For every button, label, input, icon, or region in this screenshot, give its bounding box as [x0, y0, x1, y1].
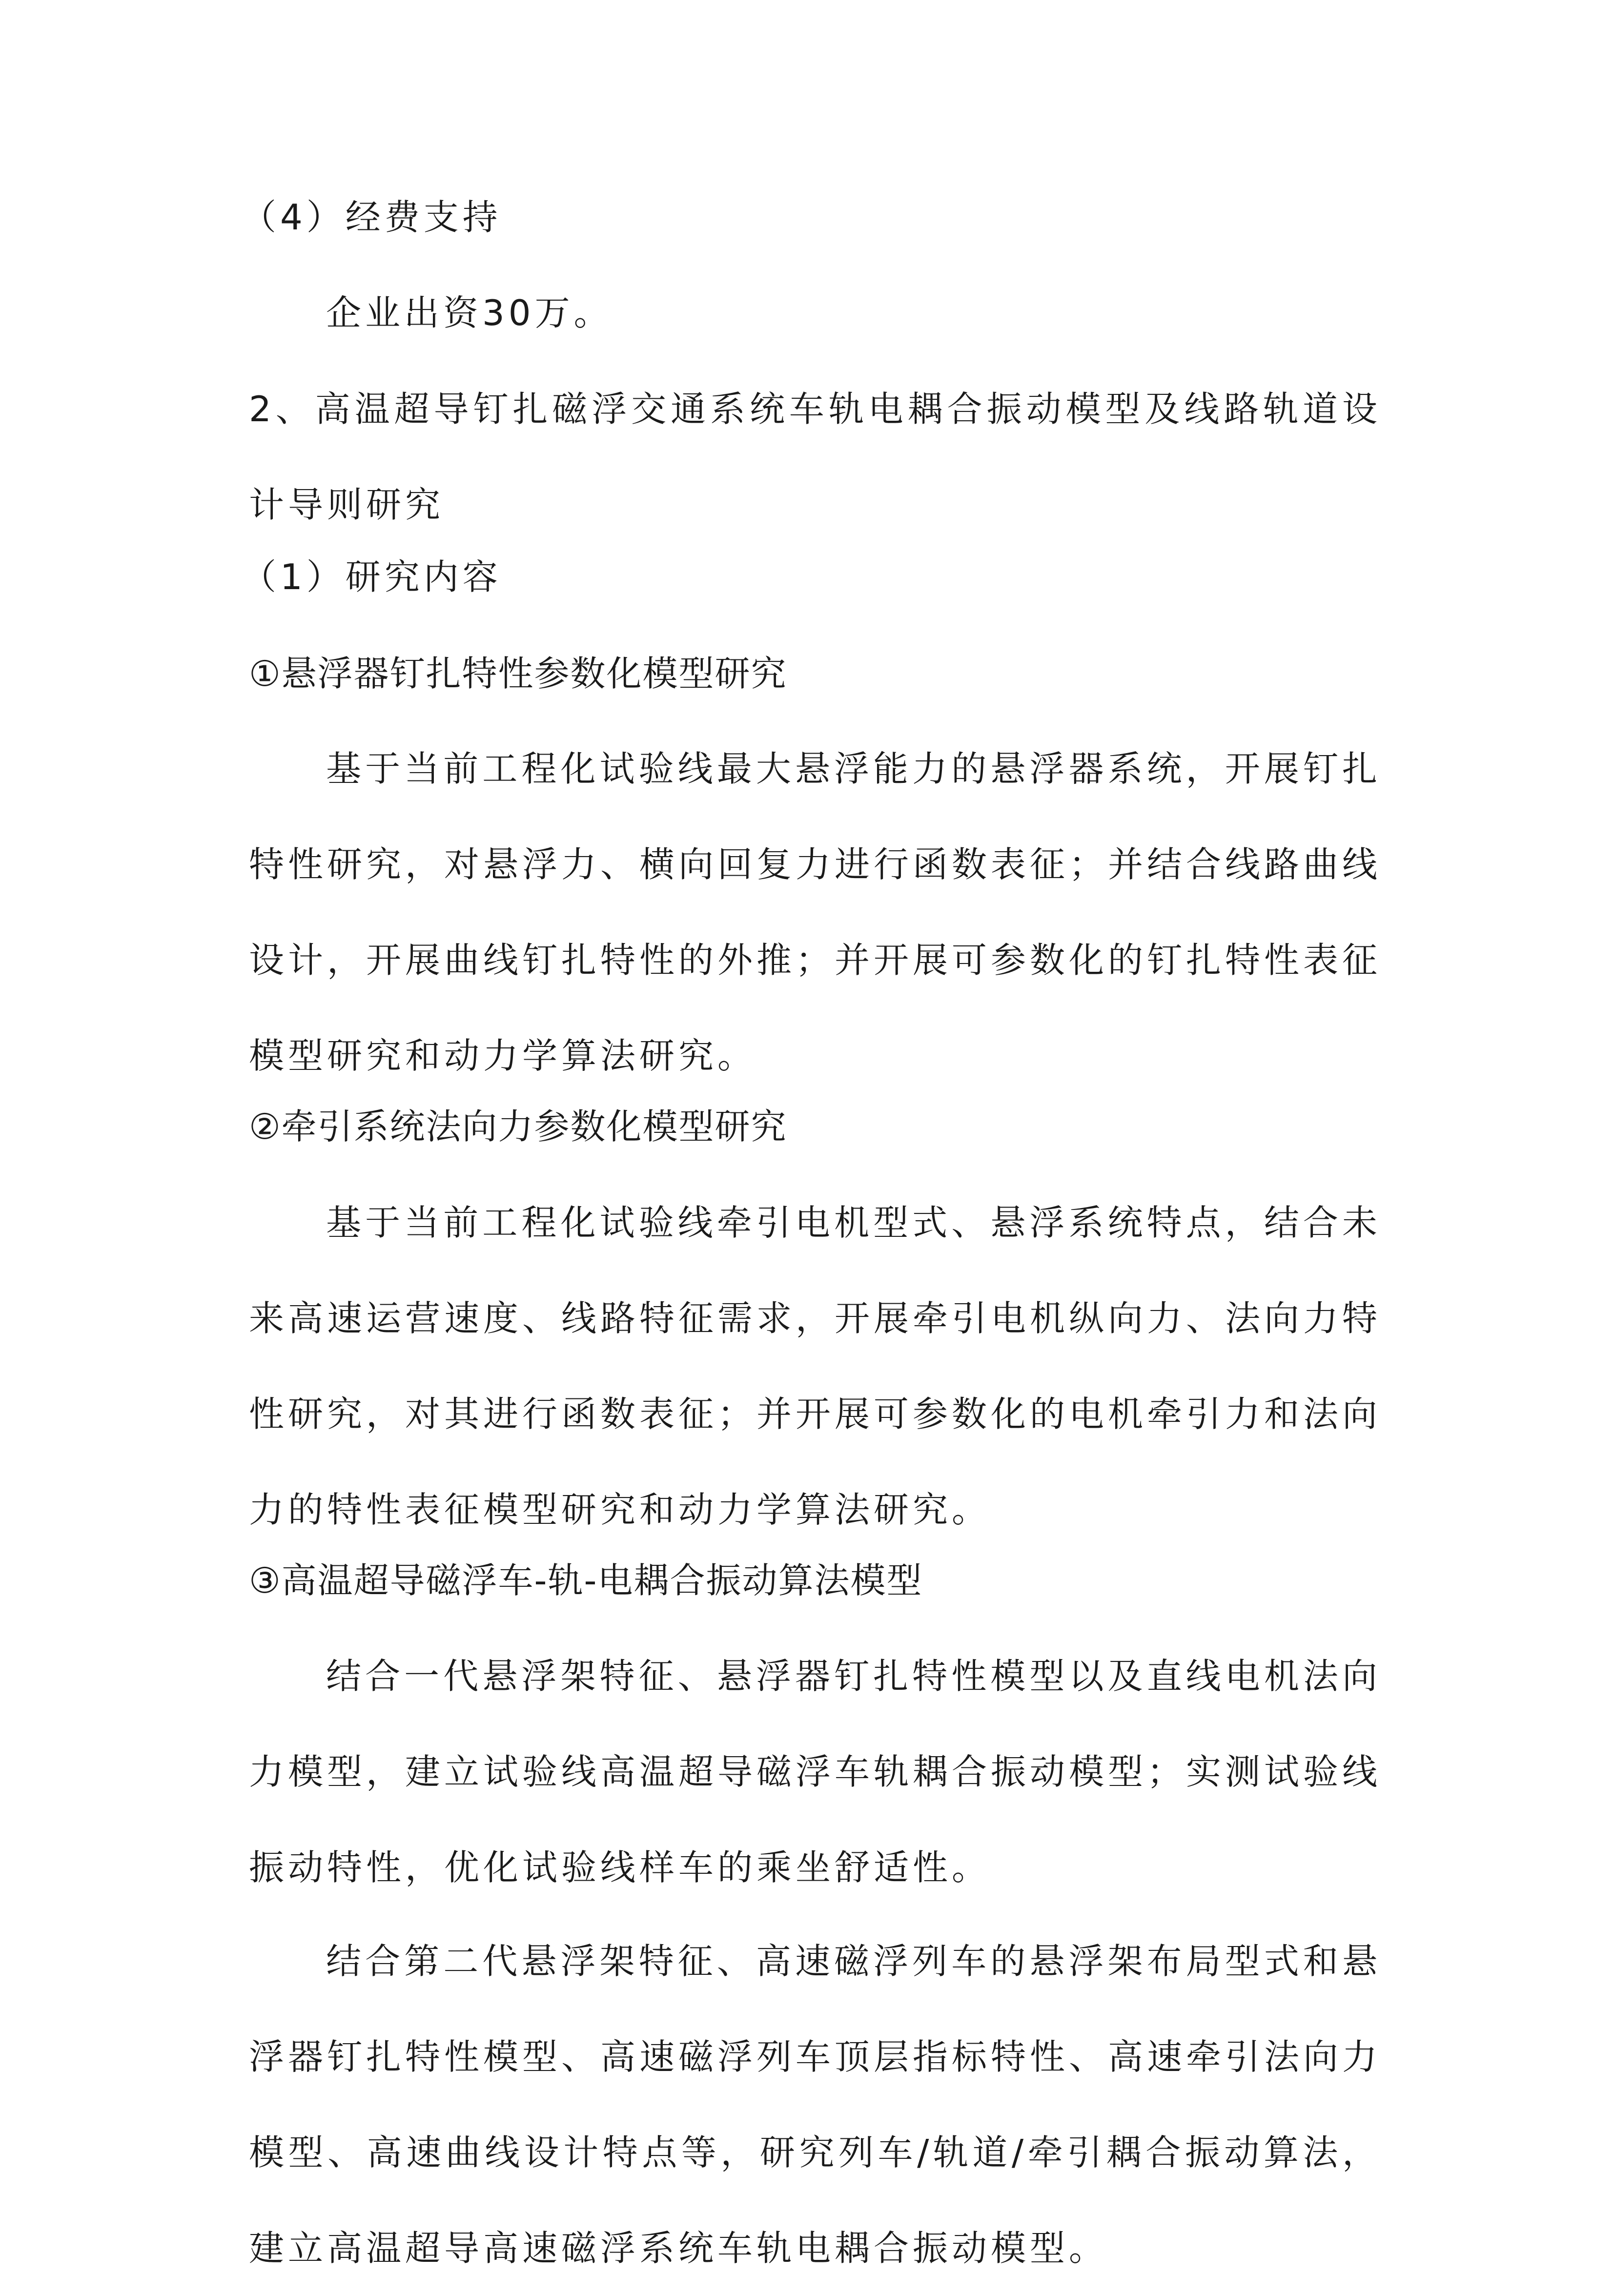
item-3-body-1: 结合一代悬浮架特征、悬浮器钉扎特性模型以及直线电机法向力模型，建立试验线高温超导磁浮车轨耦合振动模型；实测试验线振动特性，优化试验线样车的乘坐舒适性。: [249, 1656, 1382, 1888]
item-1-body: 基于当前工程化试验线最大悬浮能力的悬浮器系统，开展钉扎特性研究，对悬浮力、横向回复力进行函数表征；并结合线路曲线设计，开展曲线钉扎特性的外推；并开展可参数化的钉扎特性表征模型研究和动力学算法研究。: [249, 748, 1382, 1076]
project-2-title: 2、高温超导钉扎磁浮交通系统车轨电耦合振动模型及线路轨道设计导则研究: [249, 389, 1381, 525]
item-3-heading: ③高温超导磁浮车-轨-电耦合振动算法模型: [249, 1560, 923, 1601]
section-4-body: 企业出资30万。: [326, 292, 613, 333]
section-4-heading: （4）经费支持: [241, 197, 502, 238]
item-2-heading: ②牵引系统法向力参数化模型研究: [249, 1106, 787, 1147]
research-content-heading: （1）研究内容: [241, 556, 502, 597]
item-1-heading: ①悬浮器钉扎特性参数化模型研究: [249, 653, 787, 694]
item-3-body-2: 结合第二代悬浮架特征、高速磁浮列车的悬浮架布局型式和悬浮器钉扎特性模型、高速磁浮列车顶层指标特性、高速牵引法向力模型、高速曲线设计特点等，研究列车/轨道/牵引耦合振动算法，建立高温超导高速磁浮系统车轨电耦合振动模型。: [249, 1941, 1382, 2269]
item-2-body: 基于当前工程化试验线牵引电机型式、悬浮系统特点，结合未来高速运营速度、线路特征需求，开展牵引电机纵向力、法向力特性研究，对其进行函数表征；并开展可参数化的电机牵引力和法向力的特性表征模型研究和动力学算法研究。: [249, 1202, 1382, 1530]
